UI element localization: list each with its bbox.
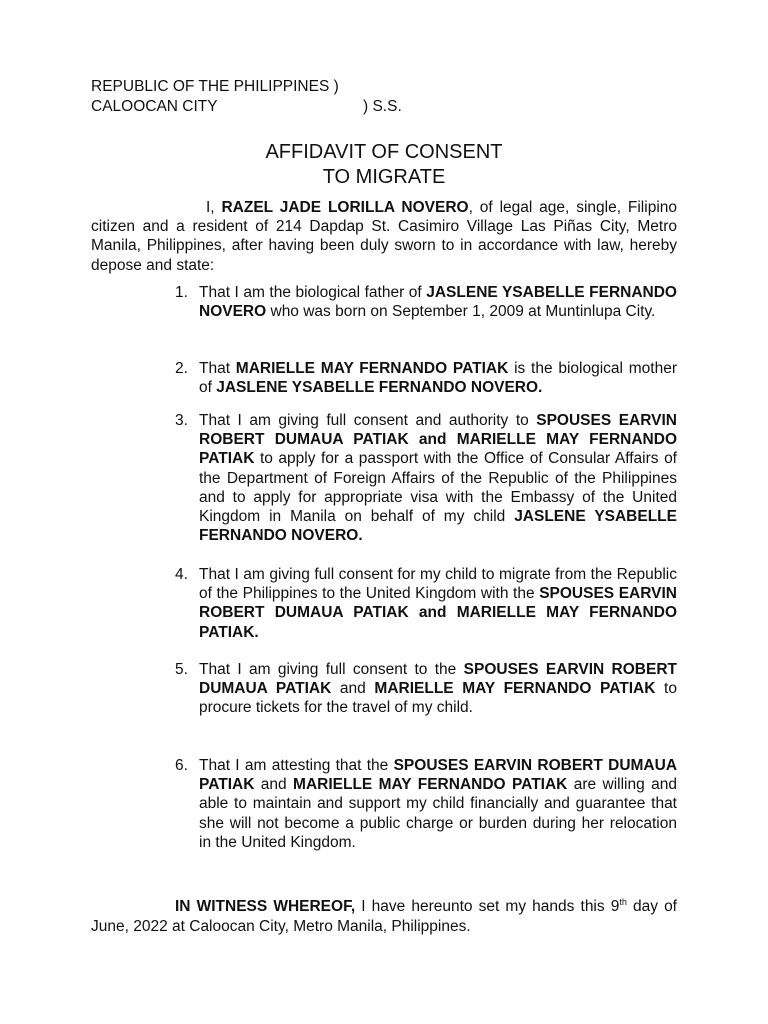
intro-prefix: I, <box>206 199 222 216</box>
list-item <box>91 283 677 321</box>
item-text <box>199 283 677 321</box>
bold-name-run: JASLENE YSABELLE FERNANDO NOVERO <box>199 284 677 321</box>
intro-paragraph <box>91 198 677 275</box>
text-run: That I am giving full consent and authority to <box>199 412 537 429</box>
text-run: who was born on September 1, 2009 at Muntinlupa City. <box>266 303 656 321</box>
venue-city: CALOOCAN CITY <box>91 98 218 115</box>
title-line-2: TO MIGRATE <box>322 166 446 188</box>
intro-text: , of legal age, single, Filipino citizen and a resident of 214 Dapdap St. Casimiro Village Las Piñas City, Metro Manila, Philippines, after having been duly sworn to in accordance with law, hereby depose and state: <box>91 199 678 274</box>
venue-country: REPUBLIC OF THE PHILIPPINES ) <box>91 78 339 95</box>
list-item <box>91 565 677 642</box>
venue-block <box>91 77 402 117</box>
item-text <box>199 756 677 852</box>
list-item <box>91 359 677 397</box>
witness-lead: IN WITNESS WHEREOF, <box>175 898 356 915</box>
text-run: That I am giving full consent for my child to migrate from the Republic of the Philippines to the United Kingdom with the <box>199 566 677 603</box>
text-run: are willing and able to maintain and support my child financially and guarantee that she will not become a public charge or burden during her relocation in the United Kingdom. <box>199 776 677 851</box>
list-item <box>91 756 677 852</box>
bold-name-run: JASLENE YSABELLE FERNANDO NOVERO. <box>216 379 543 397</box>
text-run: and <box>331 680 375 698</box>
item-text <box>199 660 677 718</box>
item-number: 1. <box>175 284 188 301</box>
bold-name-run: SPOUSES EARVIN ROBERT DUMAUA PATIAK and MARIELLE MAY FERNANDO PATIAK <box>199 412 677 468</box>
bold-name-run: MARIELLE MAY FERNANDO PATIAK <box>293 776 568 794</box>
list-item <box>91 660 677 718</box>
text-run: That I am giving full consent to the <box>199 661 464 678</box>
item-number: 6. <box>175 757 188 774</box>
document-title <box>0 140 768 190</box>
item-number: 2. <box>175 360 188 377</box>
text-run: That <box>199 360 236 377</box>
list-item <box>91 411 677 545</box>
witness-text-a: I have hereunto set my hands this 9 <box>355 898 620 915</box>
bold-name-run: JASLENE YSABELLE FERNANDO NOVERO. <box>199 508 677 545</box>
item-number: 4. <box>175 566 188 583</box>
affiant-name: RAZEL JADE LORILLA NOVERO <box>221 199 469 216</box>
text-run: and <box>254 776 294 794</box>
title-line-1: AFFIDAVIT OF CONSENT <box>265 141 503 163</box>
text-run: That I am the biological father of <box>199 284 427 301</box>
bold-name-run: SPOUSES EARVIN ROBERT DUMAUA PATIAK <box>199 661 677 698</box>
witness-paragraph <box>91 897 677 937</box>
venue-line-2 <box>91 97 402 117</box>
text-run: That I am attesting that the <box>199 757 394 774</box>
item-number: 3. <box>175 412 188 429</box>
witness-text-b: day of June, 2022 at Caloocan City, Metro Manila, Philippines. <box>91 898 677 935</box>
venue-line-1 <box>91 77 402 97</box>
ordinal-suffix: th <box>619 896 627 907</box>
text-run: to apply for a passport with the Office of Consular Affairs of the Department of Foreign Affairs of the Republic of the Philippines and to apply for appropriate visa with the Embassy of the United Kingdom in Manila on behalf of my child <box>199 450 677 526</box>
bold-name-run: SPOUSES EARVIN ROBERT DUMAUA PATIAK <box>199 757 678 794</box>
item-text <box>199 359 677 397</box>
item-text <box>199 565 677 642</box>
text-run: to procure tickets for the travel of my child. <box>199 680 677 717</box>
text-run: is the biological mother of <box>199 360 677 397</box>
item-number: 5. <box>175 661 188 678</box>
item-text <box>199 411 677 545</box>
venue-ss: ) S.S. <box>363 98 402 115</box>
bold-name-run: MARIELLE MAY FERNANDO PATIAK <box>374 680 656 698</box>
bold-name-run: MARIELLE MAY FERNANDO PATIAK <box>235 360 509 377</box>
bold-name-run: SPOUSES EARVIN ROBERT DUMAUA PATIAK and MARIELLE MAY FERNANDO PATIAK. <box>199 585 677 641</box>
